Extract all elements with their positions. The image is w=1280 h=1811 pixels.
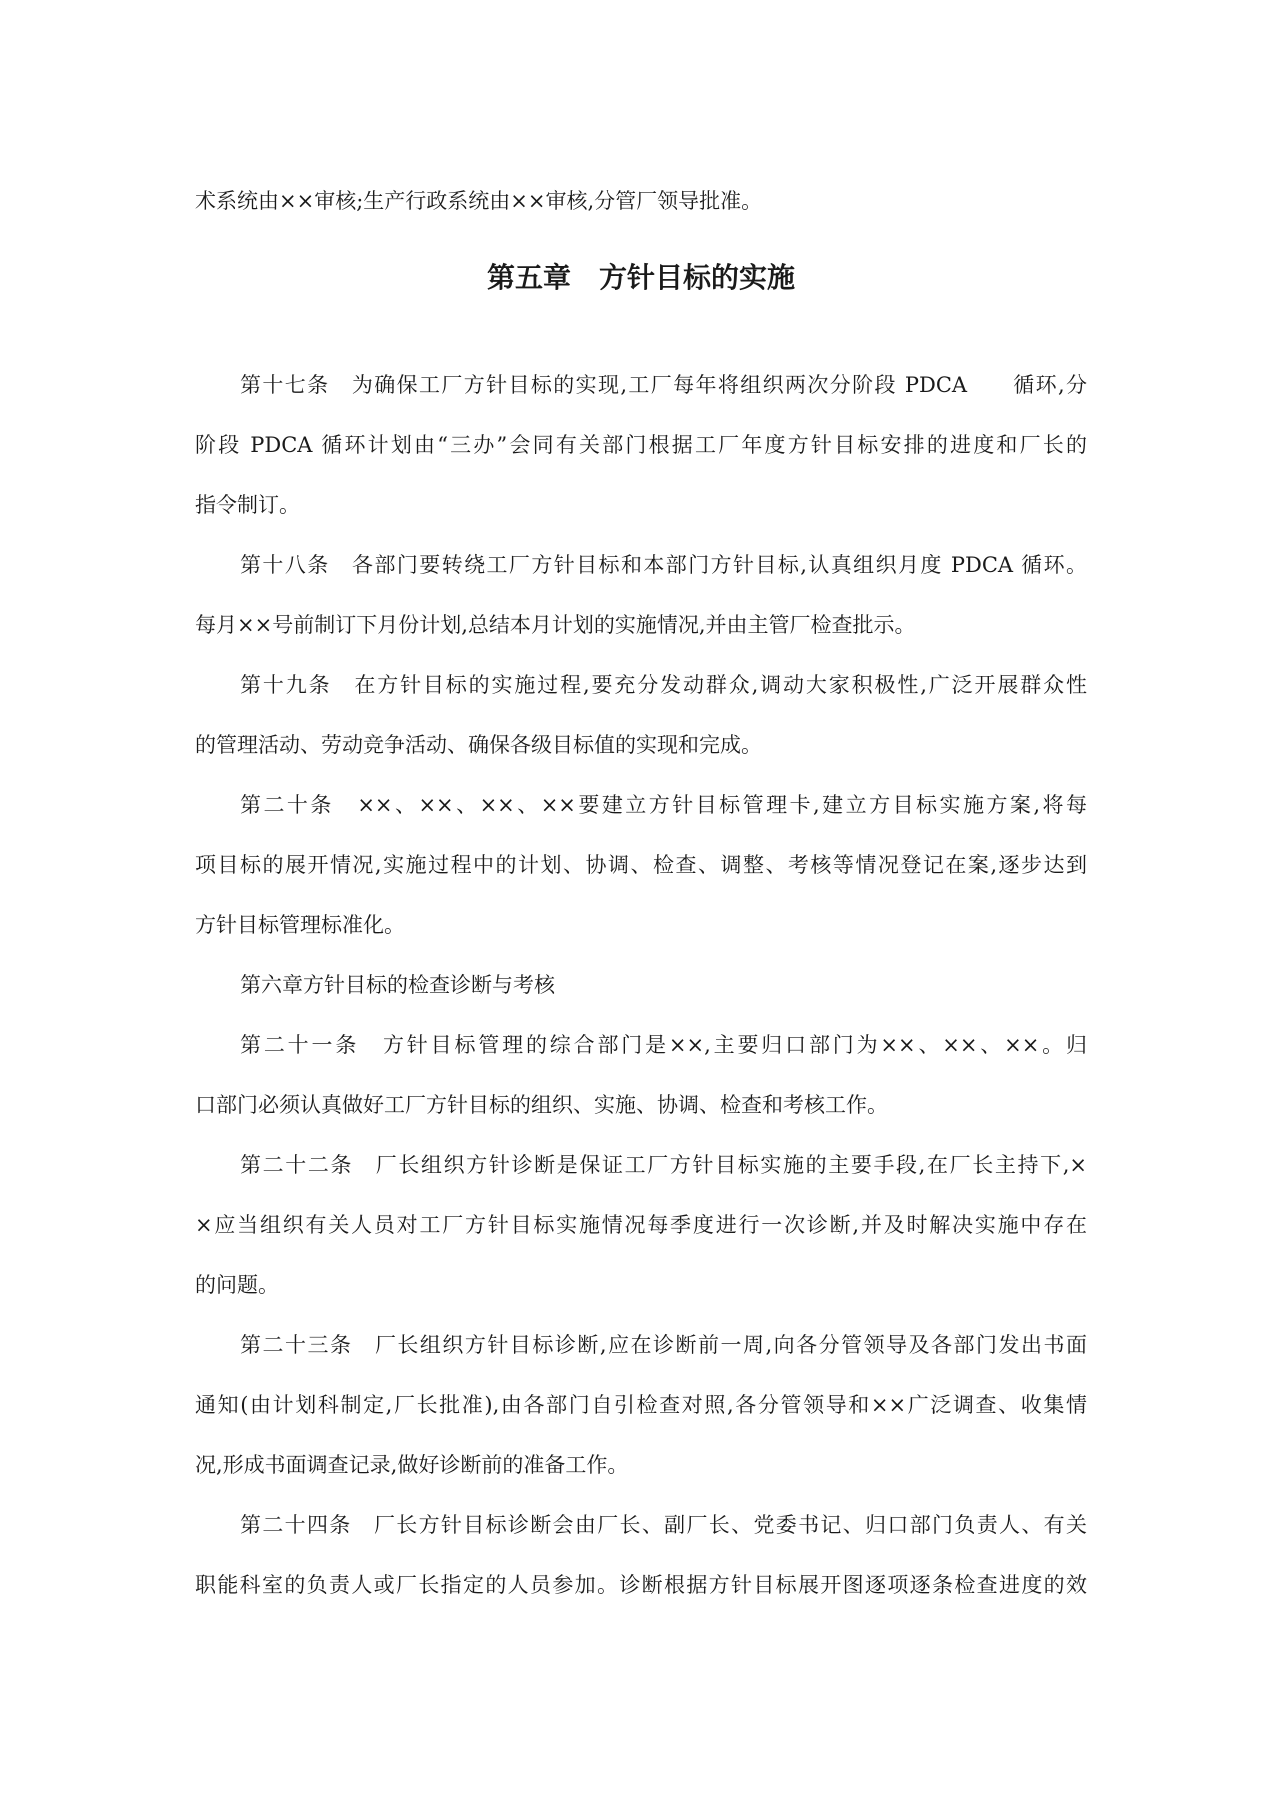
article-23-line-3: 况,形成书面调查记录,做好诊断前的准备工作。 [195, 1453, 629, 1477]
chapter-6-title: 第六章方针目标的检查诊断与考核 [240, 973, 555, 997]
article-21-line-2: 口部门必须认真做好工厂方针目标的组织、实施、协调、检查和考核工作。 [195, 1093, 888, 1117]
article-24-line-1: 第二十四条 厂长方针目标诊断会由厂长、副厂长、党委书记、归口部门负责人、有关 [240, 1513, 1087, 1537]
article-20-line-2: 项目标的展开情况,实施过程中的计划、协调、检查、调整、考核等情况登记在案,逐步达到 [195, 853, 1087, 877]
article-19-line-2: 的管理活动、劳动竞争活动、确保各级目标值的实现和完成。 [195, 733, 762, 757]
article-17-line-2: 阶段 PDCA 循环计划由“三办”会同有关部门根据工厂年度方针目标安排的进度和厂长的 [195, 433, 1087, 457]
article-23-line-1: 第二十三条 厂长组织方针目标诊断,应在诊断前一周,向各分管领导及各部门发出书面 [240, 1333, 1087, 1357]
article-22-line-3: 的问题。 [195, 1273, 279, 1297]
article-23-line-2: 通知(由计划科制定,厂长批准),由各部门自引检查对照,各分管领导和××广泛调查、收集情 [195, 1393, 1087, 1417]
article-17-line-1: 第十七条 为确保工厂方针目标的实现,工厂每年将组织两次分阶段 PDCA 循环,分 [240, 373, 1087, 397]
article-18-line-2: 每月××号前制订下月份计划,总结本月计划的实施情况,并由主管厂检查批示。 [195, 613, 916, 637]
chapter-title: 第五章 方针目标的实施 [486, 261, 795, 294]
article-22-line-2: ×应当组织有关人员对工厂方针目标实施情况每季度进行一次诊断,并及时解决实施中存在 [195, 1213, 1087, 1237]
article-24-line-2: 职能科室的负责人或厂长指定的人员参加。诊断根据方针目标展开图逐项逐条检查进度的效 [195, 1573, 1087, 1597]
article-20-line-3: 方针目标管理标准化。 [195, 913, 405, 937]
article-20-line-1: 第二十条 ××、××、××、××要建立方针目标管理卡,建立方目标实施方案,将每 [240, 793, 1087, 817]
article-21-line-1: 第二十一条 方针目标管理的综合部门是××,主要归口部门为××、××、××。归 [240, 1033, 1087, 1057]
carry-over-line: 术系统由××审核;生产行政系统由××审核,分管厂领导批准。 [195, 189, 763, 213]
article-17-line-3: 指令制订。 [195, 493, 300, 517]
article-18-line-1: 第十八条 各部门要转绕工厂方针目标和本部门方针目标,认真组织月度 PDCA 循环。 [240, 553, 1087, 577]
article-22-line-1: 第二十二条 厂长组织方针诊断是保证工厂方针目标实施的主要手段,在厂长主持下,× [240, 1153, 1087, 1177]
article-19-line-1: 第十九条 在方针目标的实施过程,要充分发动群众,调动大家积极性,广泛开展群众性 [240, 673, 1087, 697]
